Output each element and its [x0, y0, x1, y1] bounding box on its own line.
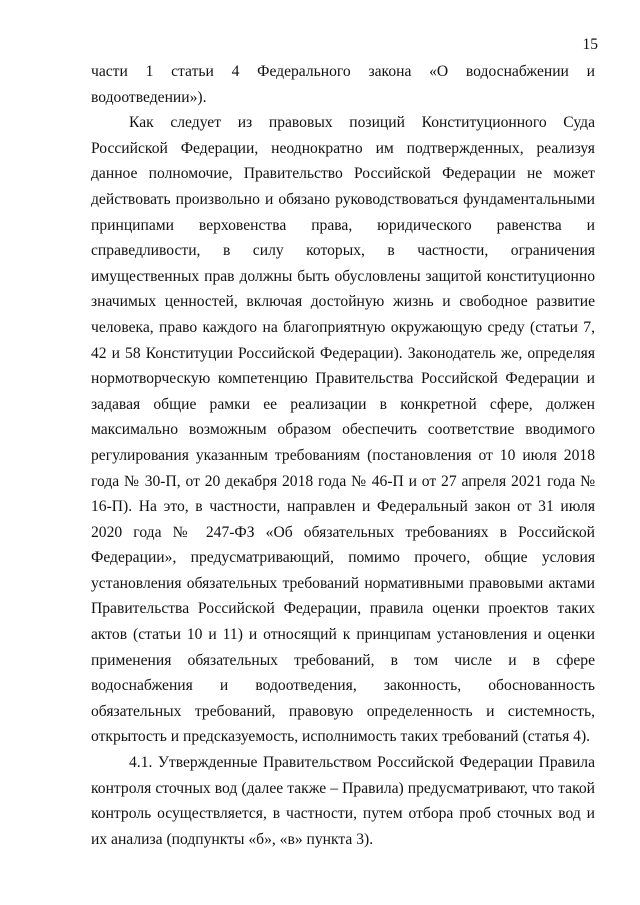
paragraph-continuation: части 1 статьи 4 Федерального закона «О водоснабжении и водоотведении»).: [91, 63, 595, 106]
page-number: 15: [582, 36, 598, 53]
paragraph-constitutional-court-positions: Как следует из правовых позиций Конституционного Суда Российской Федерации, неоднократно им подтвержденных, реализуя данное полномочие, Правительство Российской Федерации не может действовать произвольно и обязано руководствоваться фундаментальными принципами верховенства права, юридического равенства и справедливости, в силу которых, в частности, ограничения имущественных прав должны быть обусловлены защитой конституционно значимых ценностей, включая достойную жизнь и свободное развитие человека, право каждого на благоприятную окружающую среду (статьи 7, 42 и 58 Конституции Российской Федерации). Законодатель же, определяя нормотворческую компетенцию Правительства Российской Федерации и задавая общие рамки ее реализации в конкретной сфере, должен максимально возможным образом обеспечить соответствие вводимого регулирования указанным требованиям (постановления от 10 июля 2018 года № 30-П, от 20 декабря 2018 года № 46-П и от 27 апреля 2021 года № 16-П). На это, в частности, направлен и Федеральный закон от 31 июля 2020 года № 247-ФЗ «Об обязательных требованиях в Российской Федерации», предусматривающий, помимо прочего, общие условия установления обязательных требований нормативными правовыми актами Правительства Российской Федерации, правила оценки проектов таких актов (статьи 10 и 11) и относящий к принципам установления и оценки применения обязательных требований, в том числе и в сфере водоснабжения и водоотведения, законность, обоснованность обязательных требований, правовую определенность и системность, открытость и предсказуемость, исполнимость таких требований (статья 4).: [91, 114, 595, 746]
paragraph-4-1-wastewater-control-rules: 4.1. Утвержденные Правительством Российской Федерации Правила контроля сточных вод (далее также – Правила) предусматривают, что такой контроль осуществляется, в частности, путем отбора проб сточных вод и их анализа (подпункты «б», «в» пункта 3).: [91, 754, 595, 848]
document-body: [91, 59, 595, 852]
